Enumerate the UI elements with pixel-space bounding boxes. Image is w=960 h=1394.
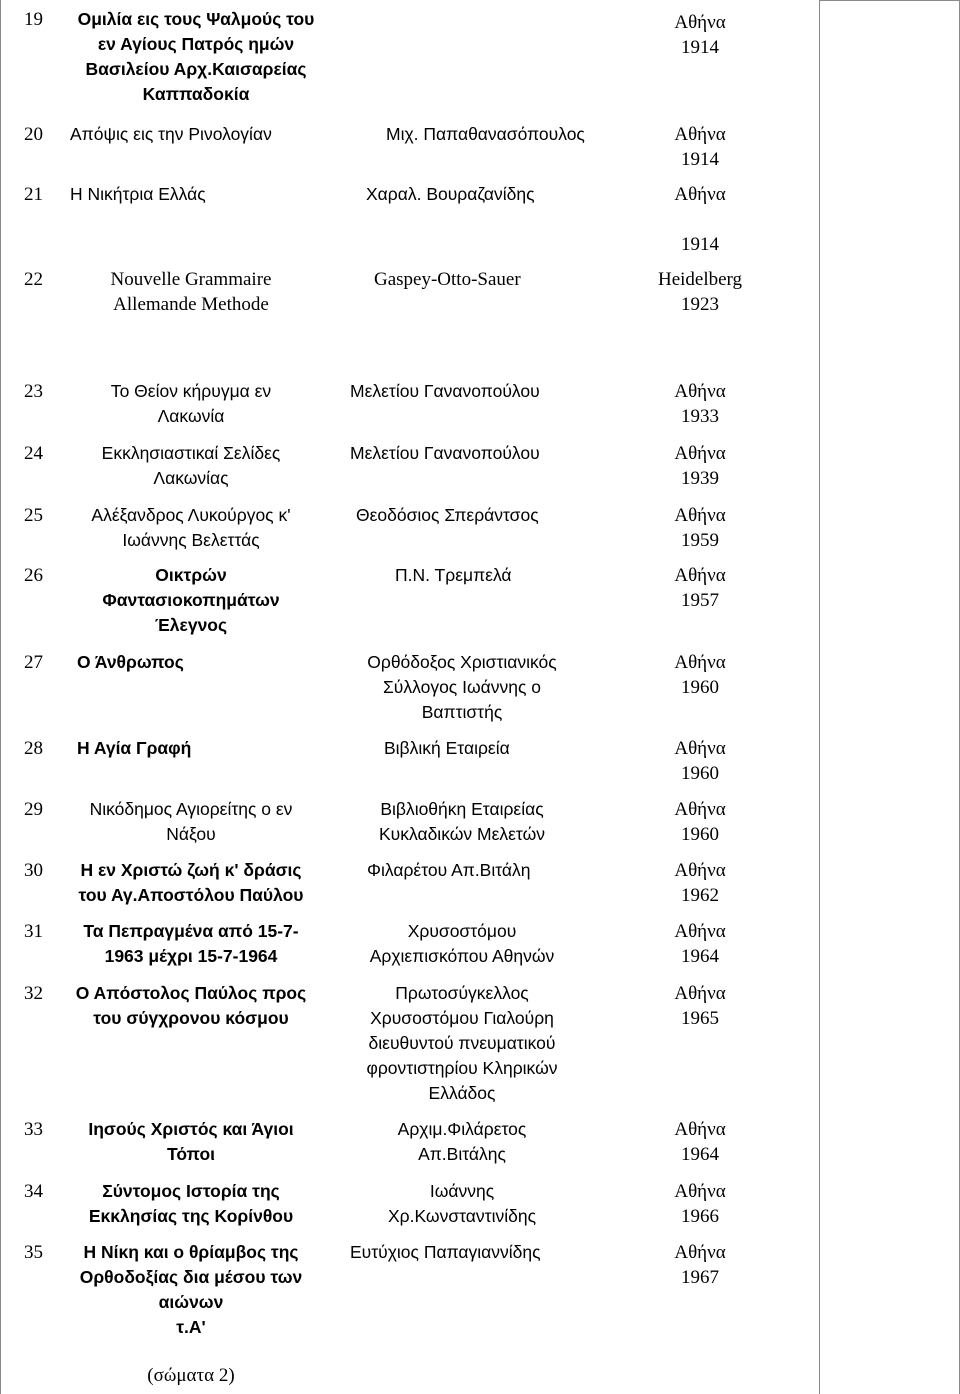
entry-author: Θεοδόσιος Σπεράντσος xyxy=(356,505,539,525)
entry-number: 22 xyxy=(24,269,43,290)
entry-number: 35 xyxy=(24,1242,43,1263)
entry-author: Gaspey-Otto-Sauer xyxy=(374,269,521,290)
entry-author: Ευτύχιος Παπαγιαννίδης xyxy=(350,1242,541,1262)
entry-number: 24 xyxy=(24,443,43,464)
entry-author: Π.Ν. Τρεμπελά xyxy=(395,565,512,585)
entry-title: Ιησούς Χριστός και Άγιοι Τόποι xyxy=(88,1119,294,1164)
entry-number: 29 xyxy=(24,799,43,820)
entry-author: Χρυσοστόμου Αρχιεπισκόπου Αθηνών xyxy=(369,921,555,966)
entry-place-year: Αθήνα 1914 xyxy=(674,12,726,58)
entry-author: Μελετίου Γανανοπούλου xyxy=(350,381,540,401)
volumes-note: (σώματα 2) xyxy=(147,1365,235,1386)
entry-place-year: Αθήνα 1914 xyxy=(674,124,726,170)
entry-author: Βιβλική Εταιρεία xyxy=(384,738,510,758)
entry-author: Ιωάννης Χρ.Κωνσταντινίδης xyxy=(387,1181,537,1226)
entry-place-year: Αθήνα 1960 xyxy=(674,652,726,698)
entry-number: 25 xyxy=(24,505,43,526)
entry-place-year: Αθήνα 1964 xyxy=(674,921,726,967)
entry-place-year: Αθήνα 1960 xyxy=(674,799,726,845)
entry-title: Η Αγία Γραφή xyxy=(77,738,192,758)
entry-title: Εκκλησιαστικαί Σελίδες Λακωνίας xyxy=(101,443,281,488)
entry-author: Πρωτοσύγκελλος Χρυσοστόμου Γιαλούρη διευθυντού πνευματικού φροντιστηρίου Κληρικών Ελλάδος xyxy=(366,983,558,1103)
entry-title: Σύντομος Ιστορία της Εκκλησίας της Κορίνθου xyxy=(88,1181,294,1226)
entry-author: Μιχ. Παπαθανασόπουλος xyxy=(386,124,585,144)
entry-title: Τα Πεπραγμένα από 15-7- 1963 μέχρι 15-7-1964 xyxy=(83,921,299,966)
entry-author: Φιλαρέτου Απ.Βιτάλη xyxy=(367,860,531,880)
entry-number: 27 xyxy=(24,652,43,673)
entry-author: Βιβλιοθήκη Εταιρείας Κυκλαδικών Μελετών xyxy=(378,799,546,844)
entry-place-year: Αθήνα 1967 xyxy=(674,1242,726,1288)
entry-place-year: Αθήνα 1964 xyxy=(674,1119,726,1165)
entry-place-year: Αθήνα 1960 xyxy=(674,738,726,784)
entry-number: 28 xyxy=(24,738,43,759)
entry-place: Αθήνα xyxy=(674,184,726,205)
entry-title: Οικτρών Φαντασιοκοπημάτων Έλεγνος xyxy=(102,565,280,635)
entry-title: Απόψις εις την Ρινολογίαν xyxy=(70,124,272,144)
entry-number: 30 xyxy=(24,860,43,881)
entry-year: 1914 xyxy=(681,234,719,255)
entry-number: 32 xyxy=(24,983,43,1004)
table-border-left xyxy=(0,0,1,1394)
entry-author: Χαραλ. Βουραζανίδης xyxy=(366,184,535,204)
table-column-divider xyxy=(819,0,820,1394)
entry-place-year: Αθήνα 1966 xyxy=(674,1181,726,1227)
entry-place-year: Αθήνα 1957 xyxy=(674,565,726,611)
entry-title: Ομιλία εις τους Ψαλμούς του εν Αγίους Πατρός ημών Βασιλείου Αρχ.Καισαρείας Καππαδοκία xyxy=(77,9,315,104)
entry-author: Μελετίου Γανανοπούλου xyxy=(350,443,540,463)
entry-title: Η εν Χριστώ ζωή κ' δράσις του Αγ.Αποστόλου Παύλου xyxy=(78,860,304,905)
entry-title: Nouvelle Grammaire Allemande Methode xyxy=(110,269,272,315)
entry-title: Ο Απόστολος Παύλος προς του σύγχρονου κόσμου xyxy=(75,983,307,1028)
entry-title: Ο Άνθρωπος xyxy=(77,652,184,672)
entry-number: 23 xyxy=(24,381,43,402)
entry-title: Η Νικήτρια Ελλάς xyxy=(70,184,206,204)
entry-number: 20 xyxy=(24,124,43,145)
entry-title: Η Νίκη και ο θρίαμβος της Ορθοδοξίας δια μέσου των αιώνων τ.Α' xyxy=(79,1242,303,1337)
entry-place-year: Heidelberg 1923 xyxy=(657,269,743,315)
entry-number: 33 xyxy=(24,1119,43,1140)
entry-number: 31 xyxy=(24,921,43,942)
entry-title: Νικόδημος Αγιορείτης ο εν Νάξου xyxy=(89,799,293,844)
entry-author: Ορθόδοξος Χριστιανικός Σύλλογος Ιωάννης ο Βαπτιστής xyxy=(367,652,557,722)
entry-number: 21 xyxy=(24,184,43,205)
entry-title: Αλέξανδρος Λυκούργος κ' Ιωάννης Βελεττάς xyxy=(91,505,291,550)
entry-author: Αρχιμ.Φιλάρετος Απ.Βιτάλης xyxy=(397,1119,527,1164)
entry-place-year: Αθήνα 1962 xyxy=(674,860,726,906)
entry-place-year: Αθήνα 1933 xyxy=(674,381,726,427)
entry-place-year: Αθήνα 1959 xyxy=(674,505,726,551)
entry-number: 26 xyxy=(24,565,43,586)
entry-number: 34 xyxy=(24,1181,43,1202)
entry-number: 19 xyxy=(24,9,43,30)
entry-title: Το Θείον κήρυγμα εν Λακωνία xyxy=(110,381,272,426)
entry-place-year: Αθήνα 1939 xyxy=(674,443,726,489)
table-border-top xyxy=(819,0,960,1)
entry-place-year: Αθήνα 1965 xyxy=(674,983,726,1029)
